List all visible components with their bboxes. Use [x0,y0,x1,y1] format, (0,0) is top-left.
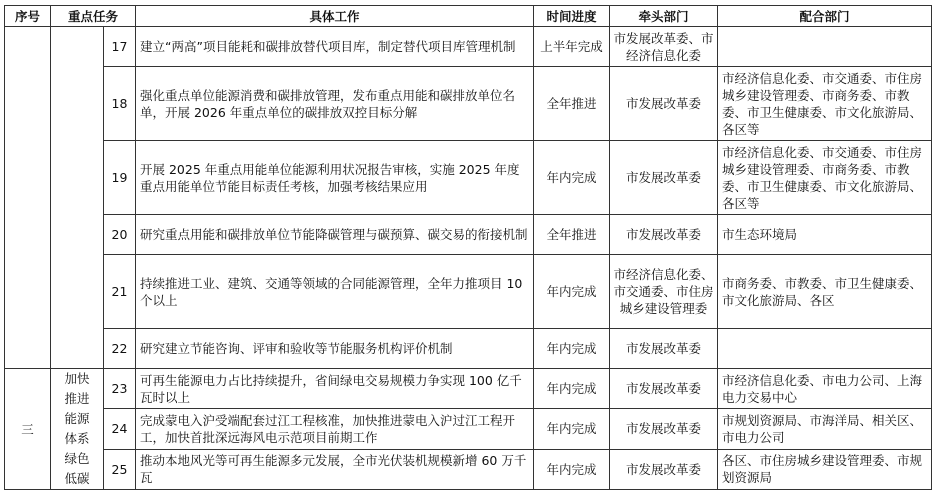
row-time: 年内完成 [534,449,610,489]
row-coop: 市经济信息化委、市交通委、市住房城乡建设管理委、市商务委、市教委、市卫生健康委、市文化旅游局、各区等 [718,67,932,141]
row-work: 开展 2025 年重点用能单位能源利用状况报告审核，实施 2025 年度重点用能单位节能目标责任考核，加强考核结果应用 [136,141,534,215]
row-time: 年内完成 [534,409,610,449]
row-lead: 市发展改革委 [610,329,718,369]
row-coop [718,27,932,67]
table-row [5,449,932,489]
row-coop: 市规划资源局、市海洋局、相关区、市电力公司 [718,409,932,449]
row-id: 20 [104,215,136,255]
row-id: 19 [104,141,136,215]
table-row [5,409,932,449]
row-id: 18 [104,67,136,141]
row-lead: 市发展改革委、市经济信息化委 [610,27,718,67]
table-row [5,215,932,255]
row-work: 可再生能源电力占比持续提升，省间绿电交易规模力争实现 100 亿千瓦时以上 [136,369,534,409]
task-table [4,5,932,490]
table-row [5,329,932,369]
row-coop: 市生态环境局 [718,215,932,255]
group-number-cell [5,27,51,369]
table-row [5,27,932,67]
row-time: 全年推进 [534,215,610,255]
group-number: 三 [5,369,51,490]
row-id: 24 [104,409,136,449]
row-lead: 市发展改革委 [610,369,718,409]
header-lead: 牵头部门 [610,6,718,27]
row-id: 22 [104,329,136,369]
row-work: 持续推进工业、建筑、交通等领域的合同能源管理，全年力推项目 10 个以上 [136,255,534,329]
header-number: 序号 [5,6,51,27]
table-row [5,369,932,409]
table-row [5,255,932,329]
row-time: 年内完成 [534,141,610,215]
header-work: 具体工作 [136,6,534,27]
row-coop [718,329,932,369]
row-lead: 市发展改革委 [610,141,718,215]
row-coop: 各区、市住房城乡建设管理委、市规划资源局 [718,449,932,489]
header-time: 时间进度 [534,6,610,27]
row-work: 推动本地风光等可再生能源多元发展，全市光伏装机规模新增 60 万千瓦 [136,449,534,489]
document-page [4,5,932,490]
row-coop: 市商务委、市教委、市卫生健康委、市文化旅游局、各区 [718,255,932,329]
group-task-cell [51,27,104,369]
row-lead: 市经济信息化委、市交通委、市住房城乡建设管理委 [610,255,718,329]
table-row [5,141,932,215]
row-lead: 市发展改革委 [610,215,718,255]
row-work: 研究建立节能咨询、评审和验收等节能服务机构评价机制 [136,329,534,369]
row-time: 年内完成 [534,255,610,329]
row-time: 年内完成 [534,369,610,409]
row-coop: 市经济信息化委、市交通委、市住房城乡建设管理委、市商务委、市教委、市卫生健康委、市文化旅游局、各区等 [718,141,932,215]
row-time: 全年推进 [534,67,610,141]
row-lead: 市发展改革委 [610,449,718,489]
group-task: 加快推进能源体系绿色低碳 [51,369,104,490]
row-work: 完成蒙电入沪受端配套过江工程核准，加快推进蒙电入沪过江工程开工，加快首批深远海风电示范项目前期工作 [136,409,534,449]
row-work: 研究重点用能和碳排放单位节能降碳管理与碳预算、碳交易的衔接机制 [136,215,534,255]
row-work: 建立“两高”项目能耗和碳排放替代项目库，制定替代项目库管理机制 [136,27,534,67]
row-coop: 市经济信息化委、市电力公司、上海电力交易中心 [718,369,932,409]
row-work: 强化重点单位能源消费和碳排放管理，发布重点用能和碳排放单位名单，开展 2026 年重点单位的碳排放双控目标分解 [136,67,534,141]
header-task: 重点任务 [51,6,136,27]
header-row [5,6,932,27]
table-row [5,67,932,141]
header-coop: 配合部门 [718,6,932,27]
row-lead: 市发展改革委 [610,67,718,141]
row-id: 23 [104,369,136,409]
row-lead: 市发展改革委 [610,409,718,449]
row-time: 年内完成 [534,329,610,369]
row-id: 17 [104,27,136,67]
row-time: 上半年完成 [534,27,610,67]
row-id: 21 [104,255,136,329]
row-id: 25 [104,449,136,489]
